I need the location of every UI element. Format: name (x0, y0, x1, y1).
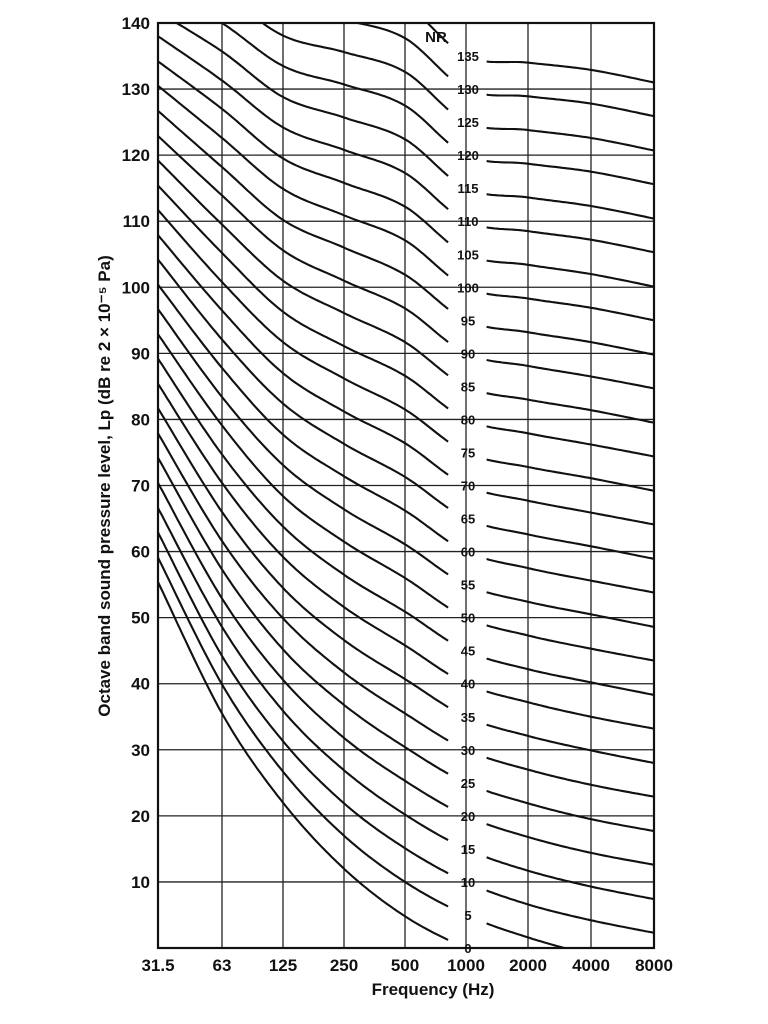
y-tick-label: 20 (131, 806, 150, 826)
y-tick-label: 120 (121, 146, 150, 166)
x-tick-label: 63 (212, 956, 232, 975)
y-tick-label: 60 (131, 542, 150, 562)
nr-curve-label: 70 (460, 478, 476, 494)
x-tick-label: 8000 (635, 956, 673, 975)
x-tick-label: 4000 (572, 956, 610, 975)
nr-curve-label: 50 (460, 610, 476, 626)
nr-curve-label: 5 (464, 907, 472, 923)
y-axis-title: Octave band sound pressure level, Lp (dB re 2 × 10⁻⁵ Pa) (95, 255, 114, 717)
y-axis-ticks (122, 14, 150, 892)
nr-curve-label: 55 (460, 577, 476, 593)
nr-curve-label: 10 (460, 874, 476, 890)
x-axis-ticks (141, 956, 672, 975)
nr-curve-label: 90 (460, 346, 476, 362)
nr-curve-label: 75 (460, 445, 476, 461)
nr-curve-label: 0 (464, 941, 472, 956)
nr-curve-label: 105 (457, 247, 479, 263)
y-tick-label: 50 (131, 608, 150, 628)
nr-curve-label: 115 (457, 181, 479, 197)
nr-curve-label: 40 (460, 676, 476, 692)
nr-curve-label: 85 (460, 379, 476, 395)
nr-curve-label: 45 (460, 643, 476, 659)
y-tick-label: 30 (131, 740, 150, 760)
nr-curve-label: 95 (460, 313, 476, 329)
y-tick-label: 130 (121, 80, 150, 100)
nr-curve-label: 30 (460, 742, 476, 758)
x-tick-label: 500 (390, 956, 420, 975)
nr-curve-labels (457, 49, 479, 956)
nr-curve-100 (158, 86, 654, 320)
y-tick-label: 140 (121, 14, 150, 33)
nr-curve-label: 80 (460, 412, 476, 428)
nr-curve-label: 35 (460, 709, 476, 725)
y-tick-label: 100 (121, 278, 150, 298)
nr-curve-label: 125 (457, 115, 479, 131)
nr-curve-label: 20 (460, 808, 476, 824)
nr-curve-label: 120 (457, 148, 479, 164)
nr-curve-label: 15 (460, 841, 476, 857)
y-tick-label: 10 (131, 872, 150, 892)
nr-curve-label: 65 (460, 511, 476, 527)
grid (158, 23, 654, 948)
y-tick-label: 90 (131, 344, 150, 364)
nr-curve-label: 60 (460, 544, 476, 560)
x-tick-label: 125 (268, 956, 298, 975)
x-tick-label: 2000 (509, 956, 547, 975)
nr-curve-5 (158, 558, 654, 967)
y-tick-label: 80 (131, 410, 150, 430)
nr-curve-label: 25 (460, 775, 476, 791)
nr-curve-label: 110 (457, 214, 479, 230)
nr-curve-label: 130 (457, 82, 479, 98)
y-tick-label: 40 (131, 674, 150, 694)
nr-curve-label: 100 (457, 280, 479, 296)
y-tick-label: 70 (131, 476, 150, 496)
nr-legend-title: NR (425, 29, 447, 46)
x-tick-label: 31.5 (141, 956, 175, 975)
y-tick-label: 110 (122, 212, 150, 232)
nr-curve-120 (158, 0, 654, 184)
x-tick-label: 250 (329, 956, 359, 975)
nr-curve-label: 135 (457, 49, 479, 65)
x-tick-label: 1000 (447, 956, 485, 975)
x-axis-title: Frequency (Hz) (371, 980, 495, 999)
nr-curves (158, 0, 654, 1001)
nr-curve-115 (158, 12, 654, 219)
nr-curve-135 (158, 0, 654, 83)
